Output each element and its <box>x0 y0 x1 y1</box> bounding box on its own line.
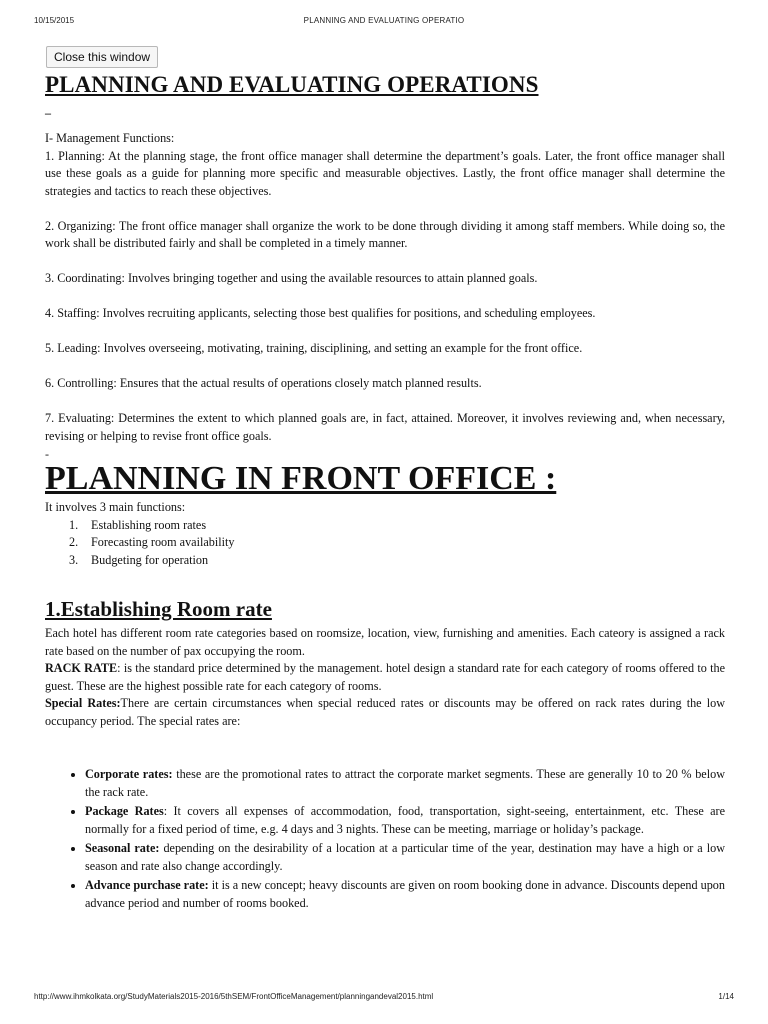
print-footer <box>34 992 734 1004</box>
planning-intro: It involves 3 main functions: <box>45 500 186 514</box>
management-heading: I- Management Functions: <box>45 131 175 145</box>
management-item-planning: 1. Planning: At the planning stage, the front office manager shall determine the department’s goals. Later, the front office manager shall use these goals as a guide for planning more specific and measurable objectives. Lastly, the front office manager shall determine the strategies and tactics to reach these objectives. <box>45 148 725 198</box>
special-rates-paragraph: Special Rates:There are certain circumstances when special reduced rates or discounts may be offered on rack rates during the low occupancy period. The special rates are: <box>45 696 725 728</box>
list-item: 1. Establishing room rates <box>69 517 207 532</box>
functions-list <box>45 517 725 570</box>
small-dash: - <box>45 447 49 461</box>
main-title: PLANNING AND EVALUATING OPERATIONS <box>45 72 539 97</box>
print-date: 10/15/2015 <box>34 16 75 25</box>
list-item: 3. Budgeting for operation <box>69 552 209 567</box>
planning-title: PLANNING IN FRONT OFFICE : <box>45 460 557 497</box>
list-item: • Seasonal rate: depending on the desirability of a location at a particular time of the year, destination may have a high or a low season and rate also change accordingly. <box>85 840 725 875</box>
list-item: 2. Forecasting room availability <box>69 535 235 549</box>
management-item-staffing: 4. Staffing: Involves recruiting applicants, selecting those best qualifies for positions, and scheduling employees. <box>45 306 596 320</box>
room-rate-intro: Each hotel has different room rate categories based on roomsize, location, view, furnishing and amenities. Each cateory is assigned a rack rate based on the number of pax occupying the room. <box>45 626 725 658</box>
print-url: http://www.ihmkolkata.org/StudyMaterials2015-2016/5thSEM/FrontOfficeManagement/planningandeval2015.html <box>34 992 434 1001</box>
section-title-room-rate: 1.Establishing Room rate <box>45 597 272 621</box>
document-content <box>45 46 725 914</box>
management-item-leading: 5. Leading: Involves overseeing, motivating, training, disciplining, and setting an example for the front office. <box>45 341 583 355</box>
print-header <box>34 16 734 28</box>
list-item: • Advance purchase rate: it is a new concept; heavy discounts are given on room booking done in advance. Discounts depend upon advance period and number of rooms booked. <box>85 877 725 912</box>
management-item-controlling: 6. Controlling: Ensures that the actual results of operations closely match planned results. <box>45 376 482 390</box>
list-item: • Corporate rates: these are the promotional rates to attract the corporate market segments. These are generally 10 to 20 % below the rack rate. <box>85 766 725 801</box>
rack-rate-paragraph: RACK RATE: is the standard price determined by the management. hotel design a standard rate for each category of rooms offered to the guest. These are the highest possible rate for each category of rooms. <box>45 661 725 693</box>
page-number: 1/14 <box>718 992 734 1001</box>
print-page-title: PLANNING AND EVALUATING OPERATIO <box>303 16 465 25</box>
close-window-button[interactable]: Close this window <box>46 46 158 68</box>
special-rates-list <box>45 766 725 912</box>
management-item-coordinating: 3. Coordinating: Involves bringing together and using the available resources to attain planned goals. <box>45 271 538 285</box>
management-item-evaluating: 7. Evaluating: Determines the extent to which planned goals are, in fact, attained. Moreover, it involves reviewing and, when necessary, revising or helping to revise front office goals. <box>45 411 725 443</box>
list-item: • Package Rates: It covers all expenses of accommodation, food, transportation, sight-seeing, entertainment, etc. These are normally for a fixed period of time, e.g. 4 days and 3 nights. These can be meeting, marriage or holiday’s package. <box>85 803 725 838</box>
separator-dash: _ <box>45 102 51 116</box>
management-item-organizing: 2. Organizing: The front office manager shall organize the work to be done through dividing it among staff members. While doing so, the work shall be distributed fairly and shall be completed in a timely manner. <box>45 218 725 250</box>
